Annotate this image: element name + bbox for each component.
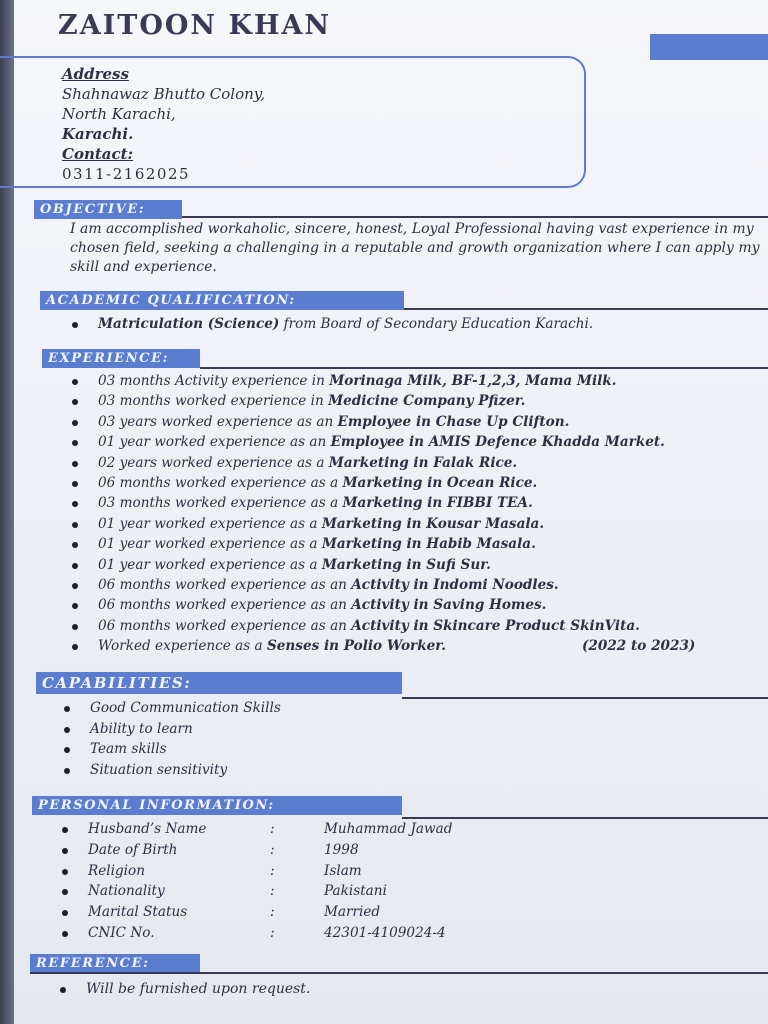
phone-number: 0311-2162025 [62,165,191,183]
experience-item [98,595,665,615]
experience-period: (2022 to 2023) [582,638,696,655]
experience-item [98,514,665,534]
personal-info-separator: : [270,883,275,900]
experience-employer: Marketing in FIBBI TEA. [342,495,533,512]
reference-list [86,979,310,999]
personal-info-value: Pakistani [324,883,387,900]
experience-desc: 06 months worked experience as an [98,617,352,634]
experience-item [98,453,665,473]
capability-item: Team skills [90,739,281,760]
address-line: Shahnawaz Bhutto Colony, [62,85,266,103]
experience-employer: Marketing in Sufi Sur. [321,556,491,573]
personal-info-label: Date of Birth [88,841,178,858]
candidate-name: ZAITOON KHAN [58,10,332,41]
experience-desc: 03 years worked experience as an [98,413,338,430]
experience-list [98,371,696,656]
section-header-academic: ACADEMIC QUALIFICATION: [40,291,404,310]
personal-info-list [88,819,452,944]
personal-info-row [88,923,452,944]
experience-item [98,371,665,391]
personal-info-value: Muhammad Jawad [324,821,453,837]
experience-desc: 06 months worked experience as an [98,597,352,614]
address-city: Karachi. [62,125,134,143]
personal-info-value: 42301-4109024-4 [324,924,446,941]
personal-info-row [88,902,452,923]
list-item [86,979,310,999]
section-header-capabilities: CAPABILITIES: [36,672,402,694]
experience-employer: Medicine Company Pfizer. [328,393,526,410]
experience-desc: 02 years worked experience as a [98,454,329,471]
experience-employer: Marketing in Ocean Rice. [342,474,538,491]
section-header-reference: REFERENCE: [30,954,200,973]
capability-item: Ability to learn [90,719,281,740]
personal-info-label: Nationality [88,883,165,900]
personal-info-row [88,861,452,882]
experience-item [98,432,665,452]
personal-info-separator: : [270,821,275,837]
experience-desc: 01 year worked experience as a [98,536,322,553]
section-rule [30,972,768,974]
personal-info-label: Husband’s Name [88,821,207,837]
experience-employer: Marketing in Kousar Masala. [321,515,545,532]
personal-info-separator: : [270,924,275,941]
personal-info-row [88,819,452,840]
qualification-title: Matriculation (Science) [98,316,280,332]
experience-desc: 06 months worked experience as a [98,474,343,491]
experience-employer: Activity in Saving Homes. [351,597,547,614]
section-header-personal: PERSONAL INFORMATION: [32,796,402,815]
personal-info-value: 1998 [324,841,359,858]
address-line: North Karachi, [62,105,176,123]
capability-item: Situation sensitivity [90,760,281,781]
objective-text: I am accomplished workaholic, sincere, honest, Loyal Professional having vast experience in my chosen field, seeking a challenging in a reputable and growth organization where I can apply my skill and experience. [70,221,760,275]
experience-item [98,534,665,554]
experience-desc: 03 months Activity experience in [98,373,330,389]
experience-employer: Employee in AMIS Defence Khadda Market. [330,434,665,451]
capability-item: Good Communication Skills [90,698,281,719]
experience-desc: 01 year worked experience as a [98,515,322,532]
experience-employer: Morinaga Milk, BF-1,2,3, Mama Milk. [329,373,617,389]
experience-item [98,473,665,493]
experience-item [98,555,665,575]
experience-employer: Activity in Indomi Noodles. [351,576,559,593]
experience-desc: Worked experience as a [98,638,267,655]
experience-desc: 06 months worked experience as an [98,576,352,593]
header-accent-bar [650,34,768,60]
experience-item [98,493,665,513]
capabilities-list [90,698,281,781]
section-rule [402,817,768,819]
experience-employer: Employee in Chase Up Clifton. [337,413,570,430]
personal-info-separator: : [270,904,275,921]
contact-block [62,64,265,184]
personal-info-value: Islam [324,862,362,879]
reference-text: Will be furnished upon request. [86,981,311,997]
experience-employer: Activity in Skincare Product SkinVita. [351,617,640,634]
personal-info-row [88,881,452,902]
section-header-objective: OBJECTIVE: [34,200,182,219]
personal-info-separator: : [270,862,275,879]
personal-info-label: Religion [88,862,145,879]
section-rule [404,308,768,310]
qualification-board: from Board of Secondary Education Karachi. [279,316,594,332]
personal-info-label: CNIC No. [88,924,155,941]
experience-employer: Marketing in Falak Rice. [328,454,518,471]
personal-info-row [88,840,452,861]
section-rule [402,697,768,699]
experience-item [98,616,665,636]
experience-desc: 03 months worked experience in [98,393,329,410]
academic-list [98,314,593,334]
personal-info-label: Marital Status [88,904,188,921]
section-rule [182,216,768,218]
personal-info-separator: : [270,841,275,858]
experience-item [98,636,696,656]
address-label: Address [62,65,129,83]
experience-item [98,391,665,411]
experience-employer: Senses in Polio Worker. [266,638,446,655]
experience-item [98,575,665,595]
section-rule [200,367,768,369]
list-item [98,314,593,334]
contact-label: Contact: [62,145,134,163]
experience-desc: 03 months worked experience as a [98,495,343,512]
section-header-experience: EXPERIENCE: [42,349,200,368]
experience-item [98,412,665,432]
experience-desc: 01 year worked experience as a [98,556,322,573]
experience-desc: 01 year worked experience as an [98,434,331,451]
personal-info-value: Married [324,904,381,921]
experience-employer: Marketing in Habib Masala. [321,536,536,553]
